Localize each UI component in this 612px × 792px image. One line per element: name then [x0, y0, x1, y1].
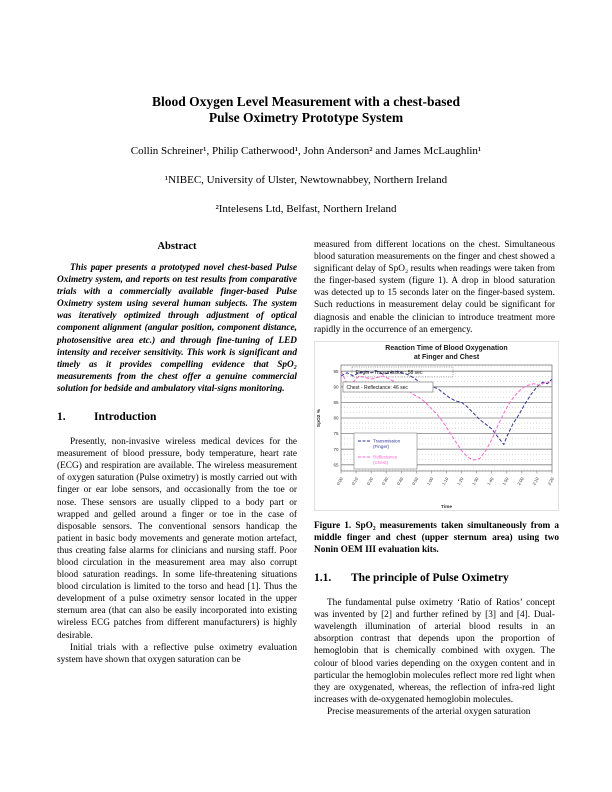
- intro-paragraph-2: Initial trials with a reflective pulse oximetry evaluation system have shown that oxygen saturation can be: [57, 642, 297, 665]
- paper-title-line2: Pulse Oximetry Prototype System: [208, 110, 404, 125]
- svg-text:Transmission: Transmission: [373, 438, 401, 444]
- svg-text:80: 80: [333, 415, 339, 421]
- paper-title-line1: Blood Oxygen Level Measurement with a chest-based: [152, 94, 460, 109]
- svg-text:1:50: 1:50: [501, 476, 510, 486]
- chart-legend: [354, 433, 417, 469]
- svg-text:70: 70: [333, 446, 339, 452]
- svg-text:Finger - Transmission : 58 sec: Finger - Transmission : 58 sec: [355, 369, 423, 376]
- chart-subtitle: at Finger and Chest: [413, 353, 480, 361]
- y-axis-label: SpO2 %: [317, 408, 322, 427]
- right-column: [314, 239, 559, 718]
- x-axis-label: Time: [440, 504, 453, 510]
- chart-title: Reaction Time of Blood Oxygenation: [385, 344, 508, 352]
- principle-paragraph-2: Precise measurements of the arterial oxygen saturation: [327, 706, 531, 717]
- abstract-text: This paper presents a prototyped novel chest-based Pulse Oximetry system, and reports on test results from comparative trials with a commercially available finger-based Pulse Oximetry system using several human subjects. The system was iteratively optimized through adjustment of optical component alignment (angular position, component distance, photosensitive area etc.) and through fine-tuning of LED intensity and receiver sensitivity. This work is significant and timely as it provides compelling evidence that SpO₂ measurements from the chest offer a genuine commercial solution for bedside and ambulatory vital-signs monitoring.: [57, 263, 297, 394]
- affiliation-2: ²Intelesens Ltd, Belfast, Northern Ireland: [215, 203, 397, 215]
- svg-text:2:10: 2:10: [531, 476, 540, 486]
- svg-text:1:30: 1:30: [471, 476, 480, 486]
- svg-text:0:30: 0:30: [380, 476, 390, 486]
- principle-paragraph-1: The fundamental pulse oximetry ‘Ratio of Ratios’ concept was invented by [2] and further refined by [3] and [4]. Dual-wavelength illumination of arterial blood results in an absorption contrast that depends upon the proportion of hemoglobin that is chemically combined with oxygen. The colour of blood varies depending on the oxygen content and in particular the hemoglobin molecules reflect more red light when they are oxygenated, whereas, the reflection of infra-red light increases with de-oxygenated hemoglobin molecules.: [314, 598, 555, 705]
- spo2-reaction-chart: [314, 341, 559, 511]
- section-heading-introduction: [57, 411, 297, 423]
- intro-paragraph-1: Presently, non-invasive wireless medical devices for the measurement of blood pressure, body temperature, heart rate (ECG) and respiration are available. The wireless measurement of oxygen saturation (Pulse oximetry) is mostly carried out with finger or ear lobe sensors, and occasionally from the toe or nose. These sensors are usually clipped to a body part or wrapped and gelled around a finger or toe in the case of disposable sensors. The conventional sensors handicap the patient in basic body movements and generate motion artefact, thus creating false alarms for clinicians and nursing staff. Poor blood circulation in the measurement area may also corrupt blood saturation readings. In some life-threatening situations blood circulation is limited to the torso and head [1]. Thus the development of a pulse oximetry sensor located in the upper sternum area (that can also be easily incorporated into existing wireless ECG patches from different manufacturers) is highly desirable.: [57, 437, 297, 641]
- svg-text:1:20: 1:20: [456, 476, 465, 486]
- left-column: [57, 239, 297, 718]
- paper-header: [0, 0, 612, 215]
- svg-text:85: 85: [333, 399, 339, 405]
- svg-text:0:50: 0:50: [410, 476, 420, 486]
- svg-text:Reflectance: Reflectance: [373, 454, 398, 460]
- figure-1-caption: Figure 1. SpO₂ measurements taken simultaneously from a middle finger and chest (upper sternum area) using two Nonin OEM III evaluation kits.: [314, 520, 559, 555]
- subsection-number: 1.1.: [314, 572, 332, 585]
- figure-1-chart: [314, 341, 559, 516]
- svg-text:1:40: 1:40: [486, 476, 495, 486]
- affiliation-1: ¹NIBEC, University of Ulster, Newtownabbey, Northern Ireland: [164, 174, 448, 186]
- subsection-title: The principle of Pulse Oximetry: [351, 572, 509, 585]
- svg-text:75: 75: [333, 430, 339, 436]
- svg-text:(Chest): (Chest): [373, 459, 389, 465]
- svg-text:1:10: 1:10: [440, 476, 450, 486]
- right-paragraph-1: measured from different locations on the chest. Simultaneous blood saturation measurements on the finger and chest showed a significant delay of SpO₂ results when readings were taken from the finger-based system (figure 1). A drop in blood saturation was detected up to 15 seconds later on the finger-based system. Such reductions in measurement delay could be significant for diagnosis and enable the clinician to introduce treatment more rapidly in the occurrence of an emergency.: [314, 240, 555, 335]
- svg-text:0:40: 0:40: [395, 476, 405, 486]
- svg-text:65: 65: [333, 462, 339, 468]
- svg-text:(Finger): (Finger): [373, 443, 390, 449]
- two-column-body: [57, 239, 559, 718]
- svg-text:2:00: 2:00: [516, 476, 525, 486]
- svg-text:2:20: 2:20: [546, 476, 555, 486]
- svg-text:90: 90: [333, 384, 339, 390]
- section-heading-principle: [314, 572, 555, 584]
- section-title: Introduction: [94, 411, 157, 424]
- abstract-heading: Abstract: [157, 241, 197, 252]
- svg-text:0:10: 0:10: [350, 476, 359, 486]
- svg-text:1:00: 1:00: [425, 476, 435, 486]
- svg-text:Chest - Reflectance: 46 sec: Chest - Reflectance: 46 sec: [346, 384, 408, 391]
- section-number: 1.: [57, 411, 66, 424]
- svg-text:95: 95: [333, 368, 339, 374]
- paper-title: [0, 94, 612, 126]
- authors-line: Collin Schreiner¹, Philip Catherwood¹, John Anderson² and James McLaughlin¹: [130, 145, 482, 157]
- svg-text:0:00: 0:00: [335, 476, 344, 486]
- figure-1: [314, 341, 559, 556]
- svg-text:0:20: 0:20: [365, 476, 375, 486]
